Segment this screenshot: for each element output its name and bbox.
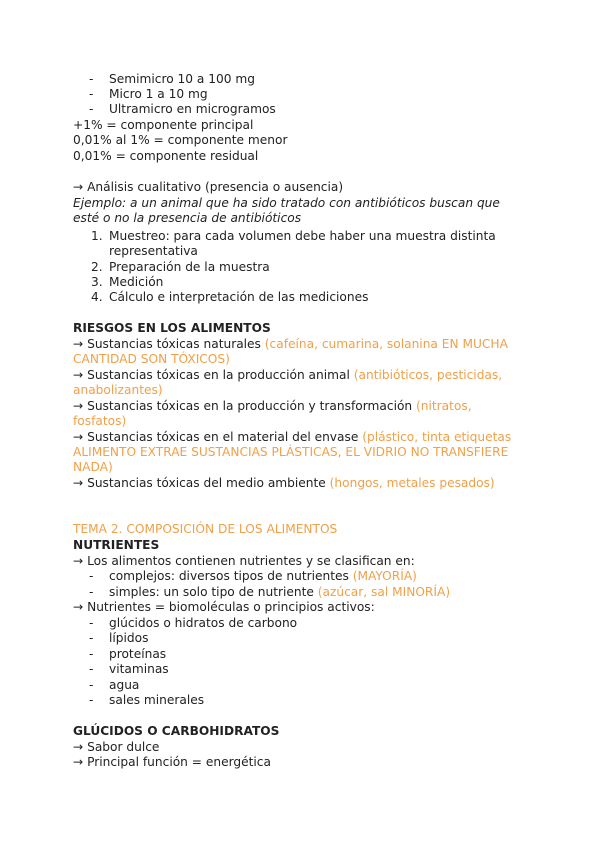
list-item: - lípidos — [109, 631, 570, 646]
section-heading: RIESGOS EN LOS ALIMENTOS — [73, 321, 271, 335]
risk-item — [73, 399, 570, 414]
risk-item — [73, 430, 570, 445]
list-item: - glúcidos o hidratos de carbono — [109, 616, 570, 631]
list-item — [109, 585, 570, 600]
step-text: Muestreo: para cada volumen debe haber una muestra distinta — [109, 229, 496, 243]
risk-note: anabolizantes) — [73, 383, 163, 397]
risk-text: → Sustancias tóxicas en la producción y transformación — [73, 399, 417, 413]
risk-note: (hongos, metales pesados) — [329, 476, 495, 490]
example-text: Ejemplo: a un animal que ha sido tratado con antibióticos buscan que — [73, 196, 500, 210]
risk-item — [73, 337, 570, 352]
risk-note: (plástico, tinta etiquetas — [362, 430, 512, 444]
step-number: 2. — [91, 260, 103, 274]
tema-intro: → Los alimentos contienen nutrientes y se clasifican en: — [73, 554, 415, 568]
biomolecules-line: → Nutrientes = biomoléculas o principios activos: — [73, 600, 375, 614]
list-item: - vitaminas — [109, 662, 570, 677]
risk-note: NADA) — [73, 460, 113, 474]
list-item: - Ultramicro en microgramos — [109, 102, 570, 117]
risk-note: CANTIDAD SON TÓXICOS) — [73, 352, 230, 366]
risk-note: (cafeína, cumarina, solanina EN MUCHA — [264, 337, 508, 351]
component-line: 0,01% = componente residual — [73, 149, 259, 163]
risk-text: → Sustancias tóxicas en la producción animal — [73, 368, 354, 382]
class-note: (MAYORÍA) — [352, 569, 417, 583]
risk-text: → Sustancias tóxicas del medio ambiente — [73, 476, 330, 490]
risk-item — [73, 476, 570, 491]
list-item: - sales minerales — [109, 693, 570, 708]
list-item: - Micro 1 a 10 mg — [109, 87, 570, 102]
section-heading: GLÚCIDOS O CARBOHIDRATOS — [73, 724, 280, 738]
step-text: representativa — [109, 244, 198, 258]
risk-note: ALIMENTO EXTRAE SUSTANCIAS PLÁSTICAS, EL VIDRIO NO TRANSFIERE — [73, 445, 509, 459]
class-note: (azúcar, sal MINORÍA) — [317, 585, 451, 599]
risk-note: fosfatos) — [73, 414, 127, 428]
tema-title: TEMA 2. COMPOSICIÓN DE LOS ALIMENTOS — [73, 522, 338, 536]
class-text: simples: un solo tipo de nutriente — [109, 585, 318, 599]
step-number: 4. — [91, 290, 103, 304]
step-number: 3. — [91, 275, 103, 289]
example-text: esté o no la presencia de antibióticos — [73, 211, 302, 225]
component-line: +1% = componente principal — [73, 118, 254, 132]
qualitative-heading: → Análisis cualitativo (presencia o ausencia) — [73, 180, 344, 194]
risk-text: → Sustancias tóxicas en el material del envase — [73, 430, 363, 444]
step-number: 1. — [91, 229, 103, 243]
step-text: Cálculo e interpretación de las mediciones — [109, 290, 369, 304]
list-item — [109, 569, 570, 584]
risk-note: (antibióticos, pesticidas, — [353, 368, 503, 382]
glucidos-line: → Principal función = energética — [73, 755, 271, 769]
step-text: Preparación de la muestra — [109, 260, 270, 274]
risk-item — [73, 368, 570, 383]
component-line: 0,01% al 1% = componente menor — [73, 133, 288, 147]
step-text: Medición — [109, 275, 164, 289]
list-item: - agua — [109, 678, 570, 693]
risk-note: (nitratos, — [416, 399, 472, 413]
list-item: - Semimicro 10 a 100 mg — [109, 72, 570, 87]
glucidos-line: → Sabor dulce — [73, 740, 160, 754]
list-item: - proteínas — [109, 647, 570, 662]
class-text: complejos: diversos tipos de nutrientes — [109, 569, 353, 583]
risk-text: → Sustancias tóxicas naturales — [73, 337, 265, 351]
section-heading: NUTRIENTES — [73, 538, 160, 552]
